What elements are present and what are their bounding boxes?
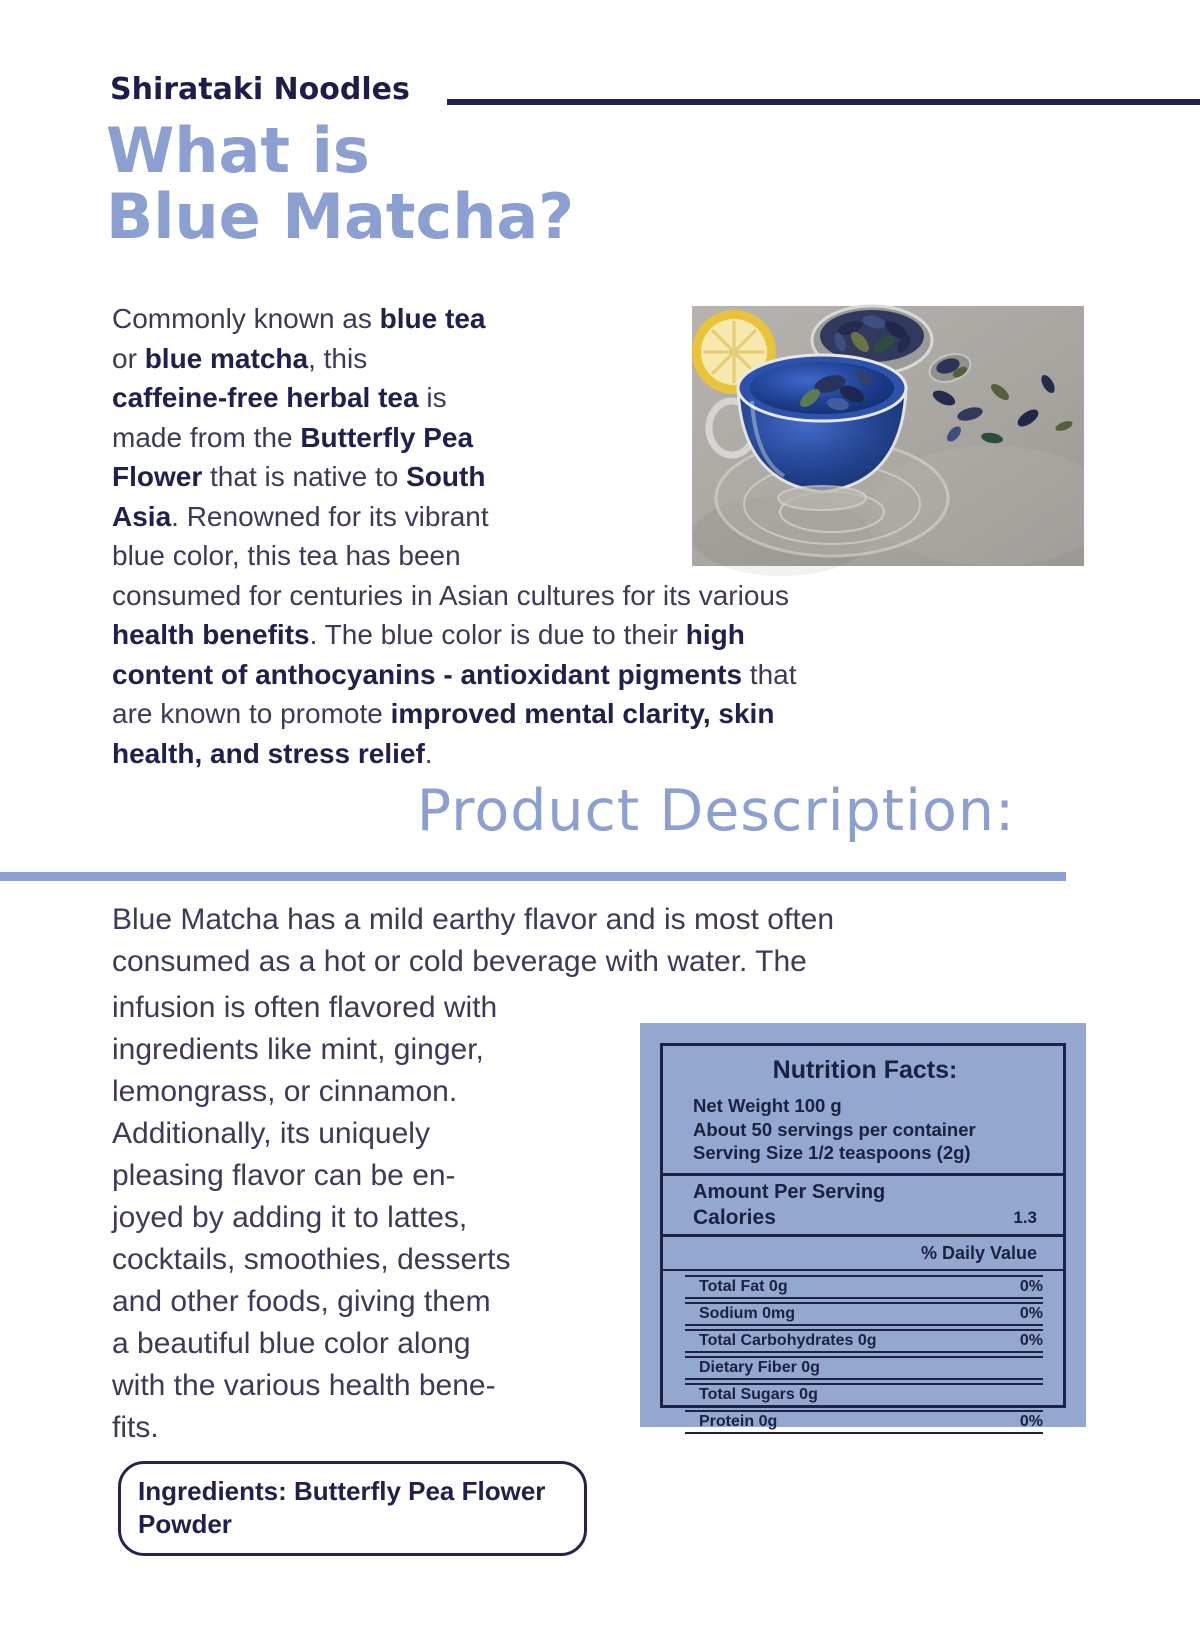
nutrition-facts-panel [640,1023,1086,1430]
text-line: Commonly known as blue tea [112,303,486,334]
calories-label: Calories [693,1205,776,1229]
text-line: lemongrass, or cinnamon. [112,1075,458,1108]
ingredients-text: Ingredients: Butterfly Pea Flower Powder [138,1476,546,1539]
nutrition-facts-table [660,1043,1066,1430]
text-line: health, and stress relief. [112,737,433,769]
text-line: consumed as a hot or cold beverage with water. The [112,945,807,978]
text-line: Blue Matcha has a mild earthy flavor and is most often [112,903,835,936]
nutrition-row-value: 0% [1019,1331,1043,1349]
text-line: joyed by adding it to lattes, [112,1201,468,1234]
nutrition-row-label: Dietary Fiber 0g [699,1358,820,1376]
text-line: consumed for centuries in Asian cultures for its various [112,579,789,611]
accent-rule [0,872,1066,881]
text-line: blue color, this tea has been [112,540,461,571]
nutrition-row [685,1302,1043,1326]
page-title-line2: Blue Matcha? [106,180,575,253]
serving-size: Serving Size 1/2 teaspoons (2g) [693,1142,971,1163]
text-line: cocktails, smoothies, desserts [112,1243,511,1276]
nutrition-rows [685,1275,1043,1434]
product-description-heading: Product Description: [416,778,1016,844]
header-rule [447,99,1200,105]
text-line: fits. [112,1411,159,1444]
text-line: infusion is often flavored with [112,991,498,1024]
text-line: Asia. Renowned for its vibrant [112,500,489,532]
calories-value: 1.3 [1013,1207,1037,1227]
nutrition-row-label: Sodium 0mg [699,1304,796,1322]
intro-paragraph [112,299,1017,773]
description-paragraph-top [112,899,1072,983]
text-line: caffeine-free herbal tea is [112,382,447,413]
net-weight: Net Weight 100 g [693,1095,842,1116]
nutrition-row-label: Total Sugars 0g [699,1385,818,1403]
amount-per-serving-label: Amount Per Serving [693,1180,886,1203]
nutrition-row [685,1383,1043,1407]
brand-title: Shirataki Noodles [110,72,410,107]
text-line: are known to promote improved mental clarity, skin [112,698,775,729]
page-title [106,114,575,253]
text-line: and other foods, giving them [112,1285,491,1318]
nutrition-row [685,1329,1043,1353]
text-line: made from the Butterfly Pea [112,421,474,453]
page-title-line1: What is [106,114,370,187]
nutrition-row-label: Total Carbohydrates 0g [699,1331,877,1349]
nutrition-row [685,1356,1043,1380]
description-paragraph-column [112,987,632,1449]
text-line: Flower that is native to South [112,461,486,492]
nutrition-row-value: 0% [1019,1412,1043,1430]
divider [663,1173,1063,1176]
nutrition-row-label: Total Fat 0g [699,1277,788,1295]
text-line: health benefits. The blue color is due to their high [112,619,745,650]
nutrition-title: Nutrition Facts: [772,1056,958,1084]
nutrition-row-label: Protein 0g [699,1412,778,1430]
nutrition-row-value: 0% [1019,1304,1043,1322]
nutrition-meta [693,1094,1037,1165]
text-line: a beautiful blue color along [112,1327,471,1360]
ingredients-box [118,1461,587,1556]
text-line: content of anthocyanins - antioxidant pigments that [112,658,797,690]
text-line: or blue matcha, this [112,342,368,374]
nutrition-row [685,1275,1043,1299]
daily-value-label: % Daily Value [663,1237,1063,1271]
nutrition-row-value: 0% [1019,1277,1043,1295]
calories-row [693,1205,1037,1230]
text-line: with the various health bene- [112,1369,496,1402]
text-line: ingredients like mint, ginger, [112,1033,484,1066]
text-line: Additionally, its uniquely [112,1117,430,1150]
nutrition-row [685,1410,1043,1434]
text-line: pleasing flavor can be en- [112,1159,456,1192]
servings-per-container: About 50 servings per container [693,1118,976,1140]
